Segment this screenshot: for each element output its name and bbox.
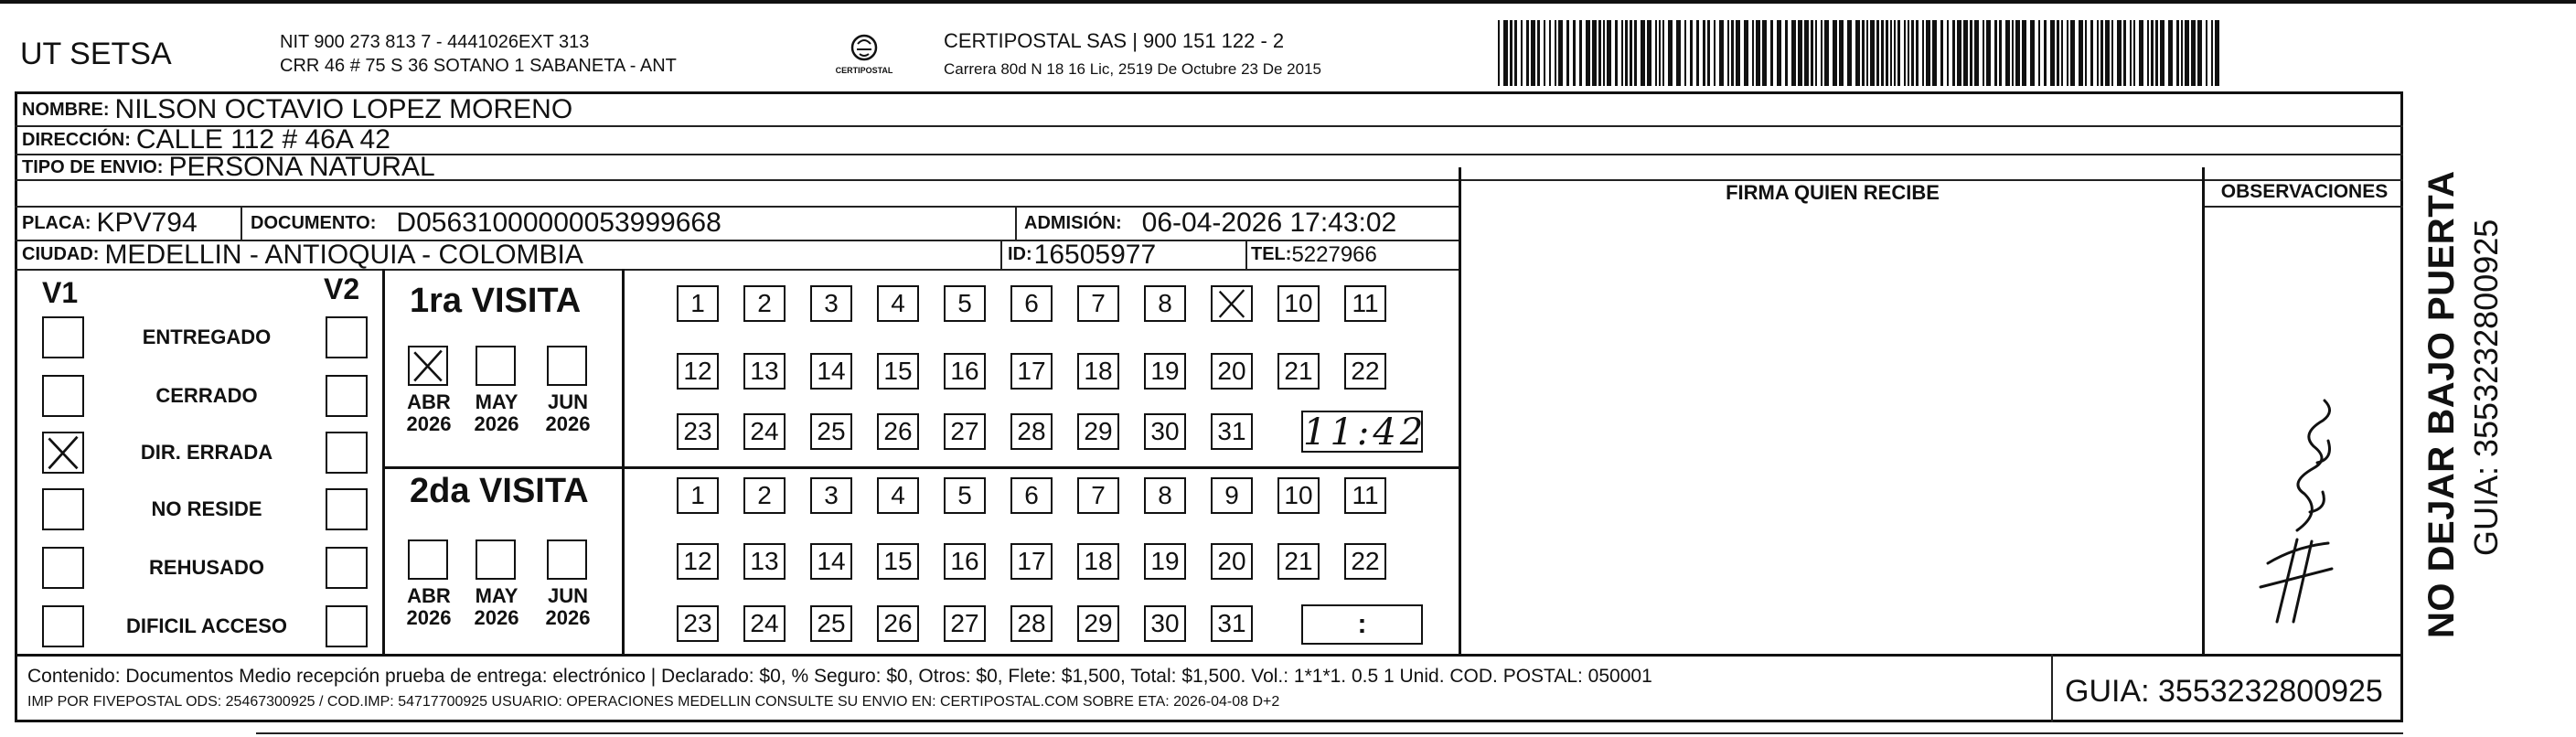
- barcode-bar: [1696, 20, 1699, 86]
- barcode-bar: [1526, 20, 1529, 86]
- month-year: 2026: [474, 606, 519, 629]
- month-year: 2026: [545, 412, 591, 435]
- ciudad-cell: [22, 240, 583, 269]
- barcode-bar: [1558, 20, 1563, 86]
- barcode-bar: [1839, 20, 1844, 86]
- day-box[interactable]: 10: [1277, 477, 1320, 514]
- barcode-bar: [1798, 20, 1802, 86]
- barcode-bar: [1510, 20, 1512, 86]
- x-mark-icon: [44, 433, 82, 472]
- barcode-bar: [2044, 20, 2047, 86]
- footer-guia: GUIA: 3553232800925: [2065, 674, 2383, 709]
- day-box[interactable]: 29: [1077, 605, 1119, 642]
- status-label: DIFICIL ACCESO: [125, 614, 287, 637]
- day-box[interactable]: 5: [944, 285, 986, 322]
- barcode-bar: [2012, 20, 2014, 86]
- day-box[interactable]: 16: [944, 353, 986, 390]
- documento-label: DOCUMENTO:: [251, 212, 377, 233]
- barcode-bar: [2005, 20, 2010, 86]
- barcode-bar: [2015, 20, 2020, 86]
- barcode-bar: [1662, 20, 1664, 86]
- day-box[interactable]: 12: [677, 543, 719, 580]
- barcode-bar: [2070, 20, 2075, 86]
- barcode-bar: [1719, 20, 1724, 86]
- barcode-bar: [2151, 20, 2154, 86]
- status-divider: [382, 269, 385, 654]
- day-box[interactable]: 1: [677, 285, 719, 322]
- day-box[interactable]: 8: [1144, 477, 1186, 514]
- day-box[interactable]: 27: [944, 413, 986, 450]
- barcode-bar: [2090, 20, 2093, 86]
- barcode-bar: [1514, 20, 1517, 86]
- cert-line-2: Carrera 80d N 18 16 Lic, 2519 De Octubre 23 De 2015: [944, 60, 1321, 78]
- certipostal-logo: [828, 31, 901, 82]
- month-name: MAY: [475, 390, 518, 413]
- month-year: 2026: [545, 606, 591, 629]
- barcode-bar: [1974, 20, 1979, 86]
- status-label: DIR. ERRADA: [140, 441, 273, 464]
- visit2-time-box[interactable]: [1301, 604, 1423, 645]
- barcode-bar: [1531, 20, 1535, 86]
- status-label: REHUSADO: [149, 556, 264, 579]
- col-divider: [1015, 206, 1017, 240]
- barcode-bar: [1983, 20, 1984, 86]
- day-box[interactable]: 11: [1344, 285, 1386, 322]
- company-name: UT SETSA: [20, 37, 172, 71]
- day-box[interactable]: 9: [1211, 477, 1253, 514]
- tel-label: TEL:: [1251, 244, 1292, 264]
- company-nit: NIT 900 273 813 7 - 4441026EXT 313: [280, 32, 590, 52]
- barcode-bar: [2067, 20, 2068, 86]
- barcode-bar: [2111, 20, 2113, 86]
- firma-divider: [1459, 167, 1461, 654]
- v2-checkbox[interactable]: [326, 547, 368, 589]
- month-checkbox[interactable]: [547, 539, 587, 580]
- barcode-bar: [1641, 20, 1645, 86]
- visit1-title: 1ra VISITA: [410, 282, 582, 320]
- day-box[interactable]: 2: [743, 477, 786, 514]
- placa-cell: [22, 207, 198, 240]
- month-label: [536, 585, 600, 629]
- firma-label: FIRMA QUIEN RECIBE: [1726, 181, 1940, 204]
- barcode-bar: [1736, 20, 1740, 86]
- day-box[interactable]: 16: [944, 543, 986, 580]
- barcode-bar: [1926, 20, 1930, 86]
- id-label: ID:: [1008, 244, 1032, 264]
- day-box[interactable]: 17: [1010, 353, 1053, 390]
- day-box[interactable]: 27: [944, 605, 986, 642]
- row-divider: [2202, 206, 2403, 208]
- month-checkbox[interactable]: [408, 539, 448, 580]
- day-box[interactable]: 13: [743, 543, 786, 580]
- documento-value: D05631000000053999668: [396, 208, 721, 238]
- day-box[interactable]: 25: [810, 413, 852, 450]
- barcode-bar: [1804, 20, 1809, 86]
- v2-checkbox[interactable]: [326, 432, 368, 474]
- barcode-bar: [1625, 20, 1628, 86]
- barcode-bar: [1573, 20, 1576, 86]
- barcode-bar: [1785, 20, 1788, 86]
- barcode-bar: [1952, 20, 1955, 86]
- month-name: JUN: [547, 390, 588, 413]
- barcode-bar: [1630, 20, 1632, 86]
- barcode-bar: [1566, 20, 1569, 86]
- barcode-bar: [1615, 20, 1618, 86]
- status-label: ENTREGADO: [142, 326, 272, 348]
- day-box[interactable]: 20: [1211, 353, 1253, 390]
- day-box[interactable]: 24: [743, 413, 786, 450]
- visit1-time: 11:42: [1303, 411, 1427, 454]
- v1-checkbox[interactable]: [42, 547, 84, 589]
- barcode-bar: [1862, 20, 1865, 86]
- barcode-bar: [2168, 20, 2173, 86]
- x-mark-icon: [1213, 287, 1251, 320]
- day-box[interactable]: 4: [877, 477, 919, 514]
- v1-label: V1: [42, 276, 79, 309]
- barcode-bar: [2061, 20, 2063, 86]
- barcode-bar: [1549, 20, 1551, 86]
- barcode-bar: [2050, 20, 2055, 86]
- day-box[interactable]: 23: [677, 605, 719, 642]
- barcode-bar: [1847, 20, 1852, 86]
- month-label: [397, 391, 461, 435]
- barcode-bar: [1815, 20, 1817, 86]
- barcode-bar: [2097, 20, 2099, 86]
- v1-checkbox[interactable]: [42, 488, 84, 530]
- barcode-bar: [1731, 20, 1734, 86]
- barcode-bar: [1498, 20, 1500, 86]
- barcode-bar: [1690, 20, 1693, 86]
- barcode-bar: [1537, 20, 1540, 86]
- placa-label: PLACA:: [22, 212, 91, 233]
- barcode-bar: [1503, 20, 1508, 86]
- day-box[interactable]: 31: [1211, 605, 1253, 642]
- barcode-bar: [2147, 20, 2149, 86]
- observaciones-divider: [2202, 167, 2205, 654]
- day-box[interactable]: 14: [810, 543, 852, 580]
- barcode-bar: [1963, 20, 1968, 86]
- month-label: [536, 391, 600, 435]
- barcode-bar: [1659, 20, 1661, 86]
- barcode-bar: [2123, 20, 2126, 86]
- month-label: [465, 585, 529, 629]
- day-box[interactable]: 11: [1344, 477, 1386, 514]
- day-box[interactable]: 2: [743, 285, 786, 322]
- barcode-bar: [2155, 20, 2158, 86]
- barcode-bar: [1833, 20, 1837, 86]
- barcode-bar: [1727, 20, 1729, 86]
- barcode-bar: [1908, 20, 1909, 86]
- barcode-bar: [2160, 20, 2164, 86]
- month-checkbox[interactable]: [476, 346, 516, 386]
- barcode-bar: [1904, 20, 1906, 86]
- col-divider: [1000, 240, 1002, 269]
- barcode-bar: [2105, 20, 2110, 86]
- cert-line-1: CERTIPOSTAL SAS | 900 151 122 - 2: [944, 29, 1285, 52]
- barcode-bar: [1714, 20, 1716, 86]
- logo-text: CERTIPOSTAL: [835, 66, 893, 75]
- ciudad-value: MEDELLIN - ANTIOQUIA - COLOMBIA: [104, 239, 583, 270]
- month-name: ABR: [407, 584, 451, 607]
- day-box[interactable]: 19: [1144, 353, 1186, 390]
- month-year: 2026: [406, 606, 452, 629]
- barcode-bar: [1932, 20, 1937, 86]
- barcode-bar: [1824, 20, 1829, 86]
- barcode-bar: [1890, 20, 1892, 86]
- day-box[interactable]: 18: [1077, 353, 1119, 390]
- barcode-bar: [1592, 20, 1597, 86]
- barcode-bar: [1598, 20, 1601, 86]
- barcode-bar: [1994, 20, 1997, 86]
- barcode-bar: [1922, 20, 1924, 86]
- barcode-bar: [1707, 20, 1710, 86]
- barcode-bar: [1777, 20, 1781, 86]
- day-box[interactable]: 30: [1144, 413, 1186, 450]
- day-box[interactable]: 18: [1077, 543, 1119, 580]
- barcode-bar: [2181, 20, 2183, 86]
- barcode-bar: [2079, 20, 2083, 86]
- day-box[interactable]: 26: [877, 413, 919, 450]
- barcode-bar: [2133, 20, 2135, 86]
- barcode-bar: [1762, 20, 1767, 86]
- day-box[interactable]: 22: [1344, 543, 1386, 580]
- day-box[interactable]: 15: [877, 543, 919, 580]
- side-warning: NO DEJAR BAJO PUERTA: [2421, 170, 2462, 638]
- barcode-bar: [1544, 20, 1545, 86]
- day-box[interactable]: 10: [1277, 285, 1320, 322]
- barcode-bar: [1999, 20, 2002, 86]
- day-box[interactable]: 8: [1144, 285, 1186, 322]
- day-box[interactable]: 21: [1277, 353, 1320, 390]
- tipo-envio-label: TIPO DE ENVIO:: [22, 156, 164, 177]
- day-box[interactable]: 3: [810, 477, 852, 514]
- v2-label: V2: [324, 272, 360, 305]
- month-checkbox[interactable]: [476, 539, 516, 580]
- barcode-bar: [1752, 20, 1754, 86]
- day-box[interactable]: 12: [677, 353, 719, 390]
- day-box[interactable]: 31: [1211, 413, 1253, 450]
- day-box[interactable]: 7: [1077, 477, 1119, 514]
- v1-checkbox[interactable]: [42, 605, 84, 647]
- day-box[interactable]: 22: [1344, 353, 1386, 390]
- barcode-bar: [2191, 20, 2196, 86]
- month-label: [397, 585, 461, 629]
- day-box[interactable]: 1: [677, 477, 719, 514]
- v2-checkbox[interactable]: [326, 316, 368, 358]
- barcode-bar: [1916, 20, 1919, 86]
- nombre-row: [22, 95, 572, 124]
- nombre-label: NOMBRE:: [22, 99, 110, 120]
- admision-value: 06-04-2026 17:43:02: [1141, 208, 1397, 238]
- v2-checkbox[interactable]: [326, 375, 368, 417]
- barcode-bar: [2215, 20, 2219, 86]
- barcode-bar: [1791, 20, 1796, 86]
- day-box[interactable]: 21: [1277, 543, 1320, 580]
- month-name: MAY: [475, 584, 518, 607]
- barcode-bar: [2185, 20, 2189, 86]
- day-box[interactable]: 25: [810, 605, 852, 642]
- barcode-bar: [1586, 20, 1590, 86]
- visit1-time-box[interactable]: [1301, 411, 1427, 454]
- footer-imp-line: IMP POR FIVEPOSTAL ODS: 25467300925 / COD.IMP: 54717700925 USUARIO: OPERACIONES MEDELLIN CONSULTE SU ENVIO EN: CERTIPOSTAL.COM SOBRE ETA: 2026-04-08 D+2: [27, 694, 1280, 710]
- barcode-bar: [1897, 20, 1900, 86]
- visit2-title: 2da VISITA: [410, 472, 589, 510]
- barcode-bar: [1886, 20, 1888, 86]
- barcode-bar: [2139, 20, 2143, 86]
- admision-cell: [1024, 207, 1396, 240]
- barcode-bar: [2117, 20, 2122, 86]
- barcode-bar: [1703, 20, 1705, 86]
- month-label: [465, 391, 529, 435]
- ciudad-label: CIUDAD:: [22, 244, 100, 264]
- barcode-bar: [2130, 20, 2132, 86]
- visit-divider: [382, 466, 1459, 469]
- barcode-bar: [2057, 20, 2059, 86]
- barcode-bar: [1607, 20, 1611, 86]
- bottom-rule: [256, 732, 2403, 734]
- month-checkbox[interactable]: [547, 346, 587, 386]
- observaciones-label: OBSERVACIONES: [2220, 181, 2389, 202]
- barcode-bar: [1881, 20, 1884, 86]
- v2-checkbox[interactable]: [326, 605, 368, 647]
- month-year: 2026: [406, 412, 452, 435]
- barcode-bar: [1668, 20, 1673, 86]
- month-name: ABR: [407, 390, 451, 413]
- x-mark-icon: [410, 347, 446, 384]
- barcode-bar: [1911, 20, 1914, 86]
- barcode-bar: [2176, 20, 2179, 86]
- day-box[interactable]: 24: [743, 605, 786, 642]
- nombre-value: NILSON OCTAVIO LOPEZ MORENO: [114, 94, 573, 124]
- barcode-bar: [2030, 20, 2035, 86]
- barcode-bar: [2085, 20, 2087, 86]
- day-box[interactable]: 26: [877, 605, 919, 642]
- barcode-bar: [2211, 20, 2213, 86]
- day-box[interactable]: 28: [1010, 413, 1053, 450]
- status-label: CERRADO: [155, 384, 258, 407]
- day-box[interactable]: 6: [1010, 285, 1053, 322]
- v2-checkbox[interactable]: [326, 488, 368, 530]
- direccion-label: DIRECCIÓN:: [22, 129, 131, 150]
- header: [0, 4, 2576, 91]
- barcode-bar: [1947, 20, 1949, 86]
- footer-guia-divider: [2051, 654, 2053, 722]
- barcode-bar: [1940, 20, 1943, 86]
- day-box[interactable]: [1211, 285, 1253, 322]
- day-box[interactable]: 20: [1211, 543, 1253, 580]
- tel-cell: [1251, 240, 1377, 269]
- tipo-envio-value: PERSONA NATURAL: [168, 152, 435, 182]
- col-divider: [240, 206, 242, 240]
- signature-icon: [2240, 375, 2359, 640]
- day-box[interactable]: 5: [944, 477, 986, 514]
- barcode-bar: [1634, 20, 1637, 86]
- id-value: 16505977: [1033, 239, 1157, 270]
- barcode-bar: [1621, 20, 1623, 86]
- visit-title-divider: [622, 269, 625, 654]
- footer-divider: [15, 654, 2403, 657]
- barcode-bar: [1684, 20, 1686, 86]
- handwritten-signature: [2240, 375, 2359, 640]
- barcode-bar: [2100, 20, 2103, 86]
- day-box[interactable]: 7: [1077, 285, 1119, 322]
- day-box[interactable]: 3: [810, 285, 852, 322]
- barcode-bar: [1811, 20, 1813, 86]
- side-guia: GUIA: 3553232800925: [2467, 219, 2505, 556]
- barcode-bar: [1756, 20, 1760, 86]
- month-checkbox[interactable]: [408, 346, 448, 386]
- visit2-time: :: [1357, 609, 1367, 639]
- barcode-bar: [1986, 20, 1991, 86]
- barcode-bar: [1870, 20, 1875, 86]
- day-box[interactable]: 13: [743, 353, 786, 390]
- day-box[interactable]: 23: [677, 413, 719, 450]
- day-box[interactable]: 30: [1144, 605, 1186, 642]
- day-box[interactable]: 15: [877, 353, 919, 390]
- placa-value: KPV794: [96, 208, 198, 238]
- month-year: 2026: [474, 412, 519, 435]
- barcode-bar: [2206, 20, 2207, 86]
- id-cell: [1008, 240, 1156, 269]
- barcode-bar: [1655, 20, 1657, 86]
- barcode-bar: [1555, 20, 1556, 86]
- month-name: JUN: [547, 584, 588, 607]
- v1-checkbox[interactable]: [42, 375, 84, 417]
- status-label: NO RESIDE: [151, 497, 262, 520]
- barcode-bar: [1866, 20, 1868, 86]
- day-box[interactable]: 17: [1010, 543, 1053, 580]
- barcode-bar: [1821, 20, 1822, 86]
- admision-label: ADMISIÓN:: [1024, 212, 1122, 233]
- barcode-bar: [1855, 20, 1860, 86]
- day-box[interactable]: 14: [810, 353, 852, 390]
- barcode-bar: [1579, 20, 1582, 86]
- barcode-bar: [2022, 20, 2026, 86]
- barcode-bar: [1744, 20, 1748, 86]
- barcode-bar: [2197, 20, 2202, 86]
- tipo-envio-row: [22, 152, 435, 182]
- day-box[interactable]: 19: [1144, 543, 1186, 580]
- documento-cell: [251, 207, 721, 240]
- company-address: CRR 46 # 75 S 36 SOTANO 1 SABANETA - ANT: [280, 56, 677, 76]
- day-box[interactable]: 4: [877, 285, 919, 322]
- day-box[interactable]: 6: [1010, 477, 1053, 514]
- barcode-bar: [1603, 20, 1605, 86]
- footer-content-line: Contenido: Documentos Medio recepción prueba de entrega: electrónico | Declarado: $0, % Seguro: $0, Otros: $0, Flete: $1,500, Total: $1,500. Vol.: 1*1*1. 0.5 1 Unid. COD. POSTAL: 050001: [27, 666, 1652, 687]
- barcode-bar: [1957, 20, 1961, 86]
- v1-checkbox[interactable]: [42, 316, 84, 358]
- v1-checkbox[interactable]: [42, 432, 84, 474]
- barcode-bar: [1676, 20, 1681, 86]
- barcode-bar: [1970, 20, 1972, 86]
- barcode: [1498, 20, 2229, 86]
- direccion-value: CALLE 112 # 46A 42: [135, 124, 390, 155]
- barcode-bar: [1770, 20, 1773, 86]
- barcode-bar: [1894, 20, 1896, 86]
- barcode-bar: [1521, 20, 1523, 86]
- tel-value: 5227966: [1291, 241, 1377, 267]
- barcode-bar: [1647, 20, 1651, 86]
- day-box[interactable]: 29: [1077, 413, 1119, 450]
- barcode-bar: [2038, 20, 2040, 86]
- col-divider: [1245, 240, 1247, 269]
- day-box[interactable]: 28: [1010, 605, 1053, 642]
- direccion-row: [22, 124, 390, 155]
- barcode-bar: [1876, 20, 1879, 86]
